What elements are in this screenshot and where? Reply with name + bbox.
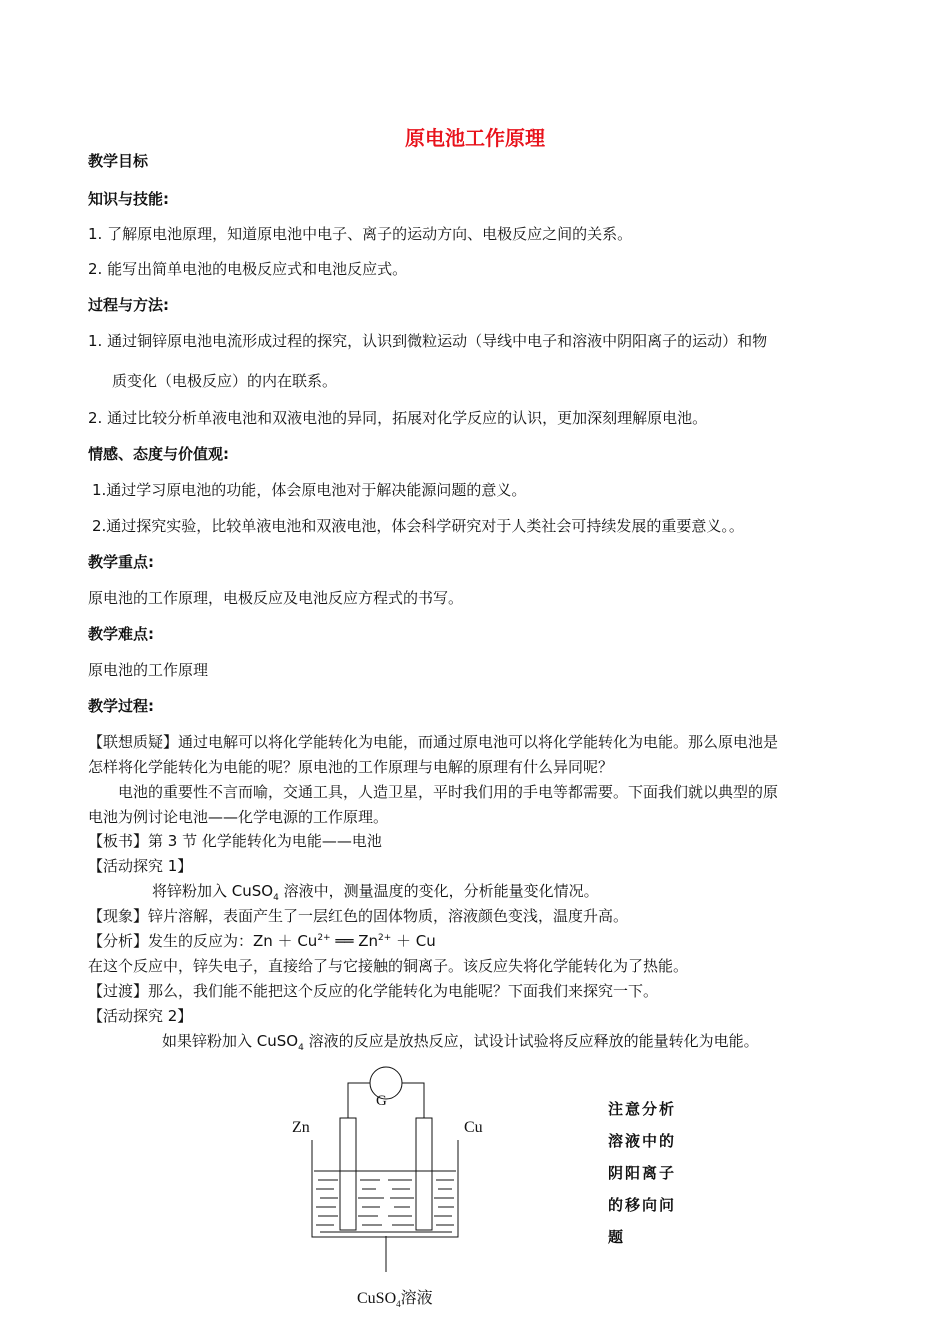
key-point-heading: 教学重点: <box>88 553 154 571</box>
solution-hatch <box>316 1180 454 1232</box>
copper-electrode <box>416 1118 432 1230</box>
emotion-item-1: 1.通过学习原电池的功能，体会原电池对于解决能源问题的意义。 <box>92 481 527 499</box>
process-heading: 过程与方法: <box>88 296 169 314</box>
emotion-item-2: 2.通过探究实验，比较单液电池和双液电池，体会科学研究对于人类社会可持续发展的重要意义。。 <box>92 517 744 535</box>
process-item-1-line-2: 质变化（电极反应）的内在联系。 <box>112 372 338 390</box>
zinc-electrode <box>340 1118 356 1230</box>
side-note <box>608 1093 676 1253</box>
process-item-1-line-1: 1. 通过铜锌原电池电流形成过程的探究，认识到微粒运动（导线中电子和溶液中阴阳离子的运动）和物 <box>88 332 768 350</box>
key-point-text: 原电池的工作原理，电极反应及电池反应方程式的书写。 <box>88 589 464 607</box>
solution-label: CuSO$_4$溶液 <box>357 1290 433 1310</box>
knowledge-heading: 知识与技能: <box>88 190 169 208</box>
page-title: 原电池工作原理 <box>405 126 545 150</box>
left-wire <box>348 1083 370 1118</box>
phenomenon: 【现象】锌片溶解，表面产生了一层红色的固体物质，溶液颜色变浅，温度升高。 <box>88 907 629 925</box>
side-note-line-5: 题 <box>608 1228 626 1246</box>
side-note-line-2: 溶液中的 <box>608 1132 677 1150</box>
activity-2-heading: 【活动探究 2】 <box>88 1007 193 1025</box>
galvanometer-label: G <box>376 1093 387 1109</box>
knowledge-item-1: 1. 了解原电池原理，知道原电池中电子、离子的运动方向、电极反应之间的关系。 <box>88 225 633 243</box>
objectives-heading: 教学目标 <box>88 152 149 170</box>
analysis-equation: 【分析】发生的反应为：$Zn + Cu^{2+}$ ══ $Zn^{2+} + Cu$ <box>88 932 436 950</box>
emotion-heading: 情感、态度与价值观: <box>88 445 229 463</box>
procedure-heading: 教学过程: <box>88 697 154 715</box>
side-note-line-3: 阴阳离子 <box>608 1164 677 1182</box>
intro-line-1: 电池的重要性不言而喻，交通工具，人造卫星，平时我们用的手电等都需要。下面我们就以典型的原 <box>118 783 779 801</box>
difficulty-heading: 教学难点: <box>88 625 154 643</box>
zinc-label: Zn <box>292 1119 310 1136</box>
side-note-line-4: 的移向问 <box>608 1196 677 1214</box>
right-wire <box>402 1083 424 1118</box>
conclusion: 在这个反应中，锌失电子，直接给了与它接触的铜离子。该反应失将化学能转化为了热能。 <box>88 957 689 975</box>
intro-line-2: 电池为例讨论电池——化学电源的工作原理。 <box>88 808 389 826</box>
activity-2-text: 如果锌粉加入 CuSO$_4$ 溶液的反应是放热反应，试设计试验将反应释放的能量转化为电能。 <box>162 1032 759 1053</box>
copper-label: Cu <box>464 1119 483 1136</box>
activity-1-text: 将锌粉加入 CuSO$_4$ 溶液中，测量温度的变化，分析能量变化情况。 <box>152 882 599 903</box>
knowledge-item-2: 2. 能写出简单电池的电极反应式和电池反应式。 <box>88 260 408 278</box>
side-note-line-1: 注意分析 <box>608 1100 677 1118</box>
difficulty-text: 原电池的工作原理 <box>88 661 209 679</box>
activity-1-heading: 【活动探究 1】 <box>88 857 193 875</box>
question-line-2: 怎样将化学能转化为电能的呢？原电池的工作原理与电解的原理有什么异同呢？ <box>88 758 614 776</box>
board-note: 【板书】第 3 节 化学能转化为电能——电池 <box>88 832 382 850</box>
transition: 【过渡】那么，我们能不能把这个反应的化学能转化为电能呢？下面我们来探究一下。 <box>88 982 659 1000</box>
process-item-2: 2. 通过比较分析单液电池和双液电池的异同，拓展对化学反应的认识，更加深刻理解原电池。 <box>88 409 708 427</box>
question-line-1: 【联想质疑】通过电解可以将化学能转化为电能，而通过原电池可以将化学能转化为电能。那么原电池是 <box>88 733 779 751</box>
